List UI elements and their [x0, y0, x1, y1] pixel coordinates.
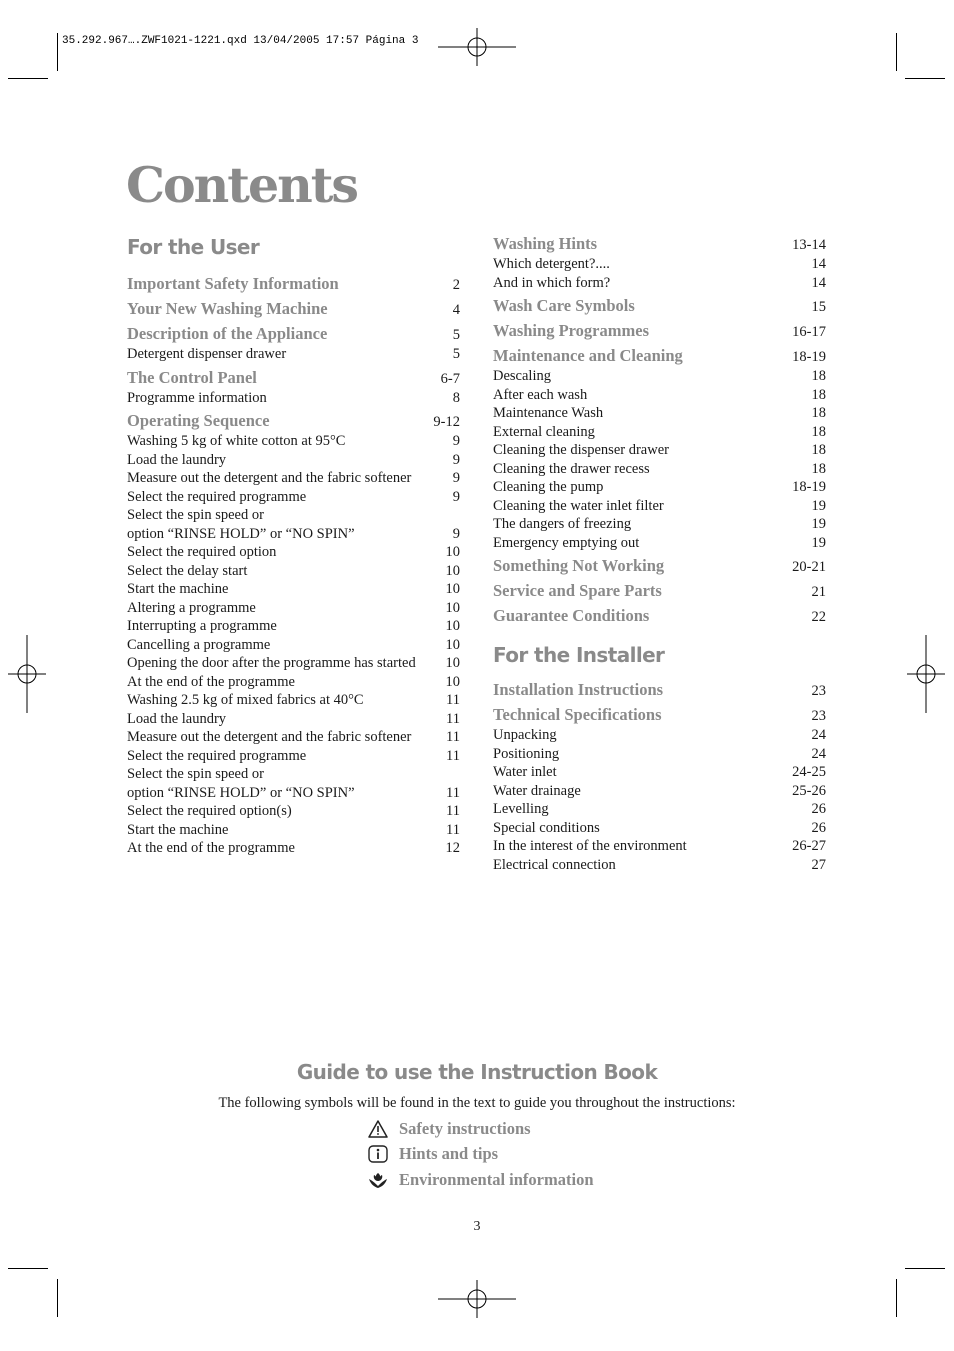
toc-entry-page: 23 [811, 683, 826, 699]
toc-entry-label: Programme information [127, 389, 267, 406]
toc-sub-entry [127, 506, 460, 525]
toc-entry-label: Cancelling a programme [127, 636, 271, 653]
toc-entry-page: 18 [811, 423, 826, 440]
toc-sub-entry [493, 763, 826, 782]
toc-sub-entry [493, 367, 826, 386]
toc-entry-page: 5 [452, 346, 460, 362]
toc-entry-page: 26 [811, 819, 826, 836]
registration-mark-icon [907, 635, 945, 713]
toc-entry-page: 8 [452, 389, 460, 406]
toc-entry-label: option “RINSE HOLD” or “NO SPIN” [127, 525, 355, 542]
toc-entry-label: Important Safety Information [127, 274, 339, 293]
toc-sub-entry [127, 488, 460, 507]
toc-entry-page: 25-26 [792, 782, 826, 799]
environment-flower-icon [367, 1170, 389, 1190]
toc-section-entry [493, 580, 826, 602]
toc-section-entry [493, 704, 826, 726]
toc-entry-page: 18-19 [792, 349, 826, 365]
toc-entry-label: In the interest of the environment [493, 838, 687, 854]
toc-entry-label: Measure out the detergent and the fabric softener [127, 470, 412, 486]
toc-entry-page: 24-25 [792, 764, 826, 780]
toc-entry-label: Positioning [493, 745, 560, 762]
toc-entry-page: 11 [446, 747, 460, 764]
toc-sub-entry [127, 747, 460, 766]
toc-entry-page: 24 [811, 745, 826, 762]
toc-list [127, 273, 460, 858]
toc-sub-entry [127, 636, 460, 655]
toc-entry-label: Detergent dispenser drawer [127, 346, 287, 362]
toc-entry-page: 9-12 [433, 414, 460, 430]
toc-entry-page: 12 [445, 840, 460, 856]
toc-entry-label: Washing 2.5 kg of mixed fabrics at 40°C [127, 692, 364, 708]
symbol-legend [367, 1116, 594, 1193]
toc-entry-label: Cleaning the drawer recess [493, 460, 650, 477]
toc-sub-entry [493, 460, 826, 479]
toc-sub-entry [127, 691, 460, 710]
toc-entry-page: 10 [445, 618, 460, 634]
toc-right-column [493, 233, 826, 874]
toc-entry-label: Washing Programmes [493, 321, 649, 340]
toc-entry-label: Select the required option [127, 544, 277, 560]
toc-entry-label: Load the laundry [127, 710, 227, 727]
toc-sub-entry [493, 423, 826, 442]
legend-item-hints [367, 1142, 594, 1168]
toc-entry-page: 10 [445, 673, 460, 690]
toc-entry-label: Levelling [493, 801, 549, 817]
toc-sub-entry [493, 515, 826, 534]
toc-sub-entry [127, 673, 460, 692]
toc-entry-page: 26 [811, 801, 826, 817]
toc-entry-page: 10 [445, 562, 460, 579]
crop-mark [57, 33, 58, 71]
toc-entry-page: 11 [446, 729, 460, 745]
print-slug: 35.292.967….ZWF1021-1221.qxd 13/04/2005 17:57 Página 3 [62, 35, 419, 47]
toc-entry-label: Maintenance and Cleaning [493, 346, 683, 365]
toc-entry-page: 16-17 [792, 324, 826, 340]
warning-triangle-icon [367, 1119, 389, 1139]
toc-entry-page: 11 [446, 821, 460, 838]
toc-entry-page: 10 [445, 599, 460, 616]
toc-entry-label: Description of the Appliance [127, 324, 328, 343]
toc-sub-entry [127, 599, 460, 618]
toc-sub-entry [127, 710, 460, 729]
toc-entry-label: Special conditions [493, 819, 600, 836]
toc-list [493, 233, 826, 627]
toc-entry-page: 11 [446, 784, 460, 801]
toc-entry-page: 5 [452, 327, 460, 343]
toc-entry-label: Installation Instructions [493, 680, 664, 699]
toc-entry-page: 23 [811, 708, 826, 724]
toc-sub-entry [127, 802, 460, 821]
toc-entry-page: 18 [811, 386, 826, 403]
toc-sub-entry [493, 726, 826, 745]
toc-entry-label: Altering a programme [127, 599, 256, 616]
toc-entry-page: 21 [811, 584, 826, 600]
info-icon [367, 1144, 389, 1164]
crop-mark [57, 1279, 58, 1317]
toc-entry-label: Which detergent?.... [493, 256, 610, 272]
toc-section-entry [493, 605, 826, 627]
toc-sub-entry [493, 819, 826, 838]
toc-entry-page: 11 [446, 692, 460, 708]
installer-heading: For the Installer [493, 643, 665, 667]
toc-sub-entry [127, 821, 460, 840]
toc-entry-page: 11 [446, 803, 460, 819]
crop-mark [8, 78, 48, 79]
toc-entry-label: Water drainage [493, 782, 581, 799]
toc-entry-label: Cleaning the dispenser drawer [493, 442, 669, 458]
toc-entry-label: Opening the door after the programme has started [127, 655, 416, 671]
toc-section-entry [493, 679, 826, 701]
toc-section-entry [493, 295, 826, 317]
toc-entry-label: Operating Sequence [127, 411, 270, 430]
toc-sub-entry [127, 432, 460, 451]
registration-mark-icon [438, 1280, 516, 1318]
toc-entry-label: Emergency emptying out [493, 534, 640, 551]
toc-sub-entry [493, 837, 826, 856]
toc-sub-entry [127, 765, 460, 784]
toc-section-entry [493, 320, 826, 342]
toc-sub-entry [493, 255, 826, 274]
toc-section-entry [493, 555, 826, 577]
toc-entry-label: Start the machine [127, 581, 229, 597]
toc-entry-page: 9 [452, 525, 460, 542]
toc-entry-label: Cleaning the pump [493, 479, 604, 495]
toc-entry-page: 18 [811, 368, 826, 384]
toc-entry-label: Descaling [493, 368, 551, 384]
toc-section-entry [127, 410, 460, 432]
toc-entry-page: 26-27 [792, 838, 826, 854]
toc-entry-label: Measure out the detergent and the fabric softener [127, 729, 412, 745]
toc-entry-label: Start the machine [127, 821, 229, 838]
toc-sub-entry [493, 478, 826, 497]
toc-sub-entry [493, 497, 826, 516]
toc-entry-page: 15 [811, 299, 826, 315]
toc-entry-label: Select the required programme [127, 488, 307, 505]
toc-sub-entry [493, 782, 826, 801]
toc-entry-label: Service and Spare Parts [493, 581, 662, 600]
toc-left-column [127, 233, 460, 858]
toc-sub-entry [127, 451, 460, 470]
toc-entry-label: Your New Washing Machine [127, 299, 328, 318]
crop-mark [896, 1279, 897, 1317]
page-number: 3 [473, 1219, 481, 1234]
registration-mark-icon [438, 28, 516, 66]
toc-sub-entry [493, 534, 826, 553]
toc-section-entry [127, 367, 460, 389]
legend-label: Hints and tips [399, 1144, 499, 1164]
legend-label: Safety instructions [399, 1118, 531, 1138]
toc-entry-page: 18 [811, 442, 826, 458]
toc-entry-label: Cleaning the water inlet filter [493, 497, 664, 514]
toc-entry-label: Select the delay start [127, 562, 248, 579]
toc-sub-entry [127, 728, 460, 747]
guide-title: Guide to use the Instruction Book [296, 1060, 658, 1084]
toc-entry-page: 14 [811, 274, 826, 291]
registration-mark-icon [8, 635, 46, 713]
toc-sub-entry [127, 543, 460, 562]
crop-mark [8, 1268, 48, 1269]
toc-entry-page: 10 [445, 636, 460, 653]
user-heading: For the User [127, 235, 260, 259]
toc-section-entry [127, 298, 460, 320]
page-title: Contents [126, 156, 357, 214]
toc-entry-label: option “RINSE HOLD” or “NO SPIN” [127, 784, 355, 801]
toc-entry-page: 18 [811, 405, 826, 421]
toc-sub-entry [127, 617, 460, 636]
toc-sub-entry [493, 274, 826, 293]
toc-sub-entry [127, 784, 460, 803]
toc-section-entry [127, 323, 460, 345]
toc-entry-label: Electrical connection [493, 856, 616, 873]
toc-entry-page: 14 [811, 256, 826, 272]
legend-item-safety [367, 1116, 594, 1142]
toc-sub-entry [127, 469, 460, 488]
toc-entry-page: 10 [445, 581, 460, 597]
guide-intro: The following symbols will be found in the text to guide you throughout the instructions: [218, 1095, 736, 1111]
toc-sub-entry [127, 345, 460, 364]
toc-sub-entry [127, 839, 460, 858]
toc-section-entry [127, 273, 460, 295]
crop-mark [905, 78, 945, 79]
toc-sub-entry [493, 745, 826, 764]
toc-entry-page: 27 [811, 856, 826, 873]
toc-entry-page: 19 [811, 497, 826, 514]
toc-sub-entry [493, 441, 826, 460]
toc-entry-page: 24 [811, 727, 826, 743]
toc-entry-label: Maintenance Wash [493, 405, 604, 421]
toc-entry-page: 18 [811, 460, 826, 477]
crop-mark [896, 33, 897, 71]
toc-sub-entry [127, 580, 460, 599]
toc-list [493, 679, 826, 874]
toc-entry-page: 9 [452, 451, 460, 468]
toc-entry-label: Select the required programme [127, 747, 307, 764]
toc-section-entry [493, 233, 826, 255]
toc-sub-entry [493, 856, 826, 875]
toc-entry-page: 9 [452, 470, 460, 486]
toc-entry-label: And in which form? [493, 274, 611, 291]
toc-entry-label: Unpacking [493, 727, 557, 743]
toc-sub-entry [127, 389, 460, 408]
toc-entry-page: 6-7 [440, 370, 460, 387]
toc-entry-page: 22 [811, 609, 826, 625]
toc-entry-label: Washing 5 kg of white cotton at 95°C [127, 433, 346, 449]
toc-entry-label: At the end of the programme [127, 840, 295, 856]
toc-entry-label: Wash Care Symbols [493, 296, 635, 315]
toc-sub-entry [493, 800, 826, 819]
legend-label: Environmental information [399, 1169, 594, 1189]
toc-entry-page: 11 [446, 710, 460, 727]
toc-entry-page: 13-14 [792, 237, 826, 253]
toc-entry-page: 10 [445, 655, 460, 671]
toc-entry-page: 10 [445, 544, 460, 560]
toc-entry-label: Interrupting a programme [127, 618, 277, 634]
toc-entry-page: 9 [452, 433, 460, 449]
toc-entry-label: At the end of the programme [127, 673, 295, 690]
toc-entry-label: Select the spin speed or [127, 766, 264, 782]
toc-entry-label: Select the spin speed or [127, 507, 264, 523]
toc-sub-entry [493, 386, 826, 405]
toc-entry-label: External cleaning [493, 423, 595, 440]
toc-sub-entry [127, 654, 460, 673]
toc-entry-label: Water inlet [493, 764, 557, 780]
toc-entry-page: 20-21 [792, 559, 826, 575]
toc-entry-label: Load the laundry [127, 451, 227, 468]
toc-entry-page: 2 [452, 277, 460, 293]
toc-entry-label: After each wash [493, 386, 588, 403]
toc-sub-entry [127, 562, 460, 581]
toc-entry-page: 19 [811, 516, 826, 532]
toc-entry-label: Washing Hints [493, 234, 598, 253]
toc-entry-page: 18-19 [792, 479, 826, 495]
toc-entry-page: 19 [811, 534, 826, 551]
toc-entry-page: 4 [452, 302, 460, 318]
toc-entry-label: Guarantee Conditions [493, 606, 650, 625]
toc-entry-page: 9 [452, 488, 460, 505]
crop-mark [905, 1268, 945, 1269]
toc-entry-label: Select the required option(s) [127, 803, 292, 819]
toc-sub-entry [127, 525, 460, 544]
toc-sub-entry [493, 404, 826, 423]
toc-entry-label: The Control Panel [127, 367, 257, 387]
toc-section-entry [493, 345, 826, 367]
toc-entry-label: Technical Specifications [493, 705, 662, 724]
legend-item-environment [367, 1167, 594, 1193]
toc-entry-label: The dangers of freezing [493, 516, 632, 532]
toc-entry-label: Something Not Working [493, 556, 665, 575]
